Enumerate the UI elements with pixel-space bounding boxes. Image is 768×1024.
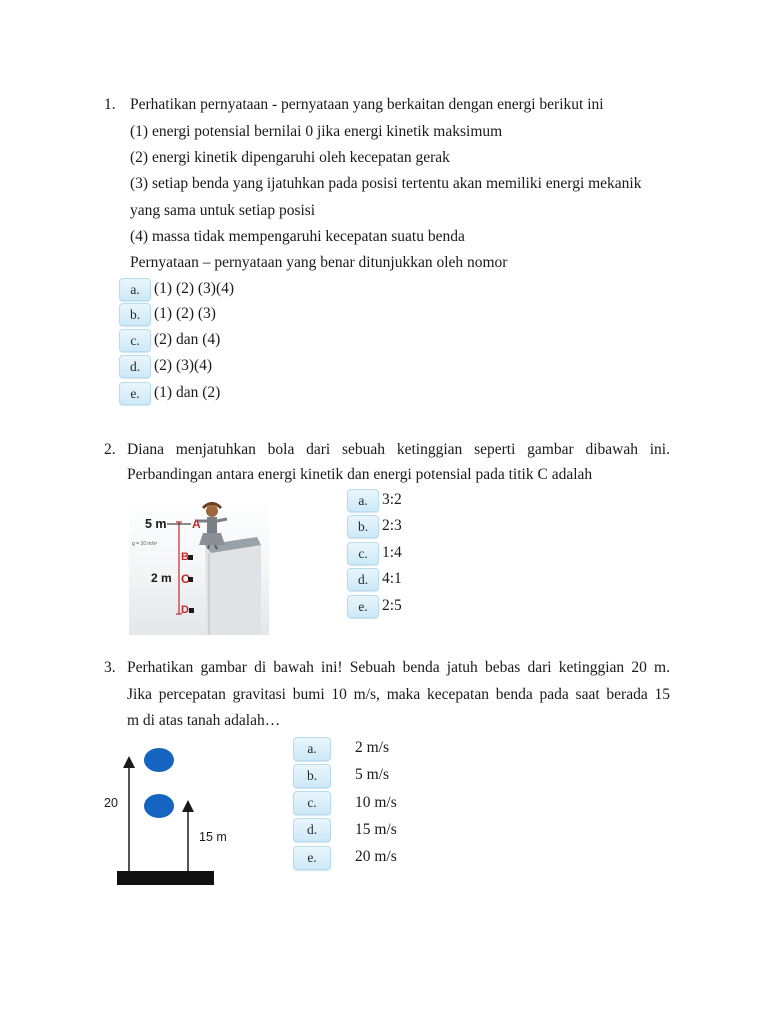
option-c-text: 10 m/s — [355, 794, 397, 811]
option-a-button[interactable]: a. — [347, 489, 379, 512]
option-c-button[interactable]: c. — [347, 542, 379, 565]
option-e-button[interactable]: e. — [119, 382, 151, 405]
option-e-text: 20 m/s — [355, 848, 397, 865]
option-a-text: (1) (2) (3)(4) — [154, 280, 235, 297]
option-d-text: (2) (3)(4) — [154, 357, 213, 374]
option-d-text: 4:1 — [382, 570, 402, 587]
question-number: 3. — [104, 659, 116, 676]
option-d-button[interactable]: d. — [119, 355, 151, 378]
option-e-text: (1) dan (2) — [154, 384, 221, 401]
option-b-button[interactable]: b. — [293, 764, 331, 788]
option-b-text: 2:3 — [382, 517, 402, 534]
option-d-button[interactable]: d. — [347, 568, 379, 591]
option-e-button[interactable]: e. — [293, 846, 331, 870]
ground — [117, 871, 214, 885]
statement-1: (1) energi potensial bernilai 0 jika energi kinetik maksimum — [130, 123, 503, 140]
question-prompt: Pernyataan – pernyataan yang benar ditunjukkan oleh nomor — [130, 254, 508, 271]
question-stem: Perhatikan gambar di bawah ini! Sebuah benda jatuh bebas dari ketinggian 20 m. — [127, 659, 670, 676]
option-b-text: 5 m/s — [355, 766, 390, 783]
question-number: 1. — [104, 96, 116, 113]
option-c-text: 1:4 — [382, 544, 402, 561]
statement-3-continued: yang sama untuk setiap posisi — [130, 202, 316, 219]
free-fall-figure — [100, 740, 230, 890]
point-c-label: C — [181, 572, 190, 586]
question-stem-line-2: Jika percepatan gravitasi bumi 10 m/s, maka kecepatan benda pada saat berada 15 — [127, 686, 670, 703]
question-stem: Perhatikan pernyataan - pernyataan yang berkaitan dengan energi berikut ini — [130, 96, 604, 113]
option-e-button[interactable]: e. — [347, 595, 379, 618]
height-20-label: 20 — [104, 796, 118, 810]
statement-3: (3) setiap benda yang ijatuhkan pada posisi tertentu akan memiliki energi mekanik — [130, 175, 642, 192]
option-b-button[interactable]: b. — [119, 303, 151, 326]
option-c-button[interactable]: c. — [119, 329, 151, 352]
cliff-figure — [129, 499, 269, 635]
ball-top — [144, 748, 174, 772]
option-a-text: 2 m/s — [355, 739, 390, 756]
question-stem-line-3: m di atas tanah adalah… — [127, 712, 281, 729]
option-c-button[interactable]: c. — [293, 791, 331, 815]
option-d-text: 15 m/s — [355, 821, 397, 838]
option-b-button[interactable]: b. — [347, 515, 379, 538]
option-b-text: (1) (2) (3) — [154, 305, 216, 322]
question-prompt: Perbandingan antara energi kinetik dan energi potensial pada titik C adalah — [127, 466, 593, 483]
option-d-button[interactable]: d. — [293, 818, 331, 842]
point-b-label: B — [181, 551, 189, 563]
ball-middle — [144, 794, 174, 818]
option-c-text: (2) dan (4) — [154, 331, 221, 348]
statement-2: (2) energi kinetik dipengaruhi oleh kecepatan gerak — [130, 149, 450, 166]
option-a-text: 3:2 — [382, 491, 402, 508]
height-5m-label: 5 m — [145, 517, 167, 531]
height-15m-label: 15 m — [199, 830, 227, 844]
question-stem: Diana menjatuhkan bola dari sebuah ketinggian seperti gambar dibawah ini. — [127, 441, 670, 458]
option-a-button[interactable]: a. — [119, 278, 151, 301]
option-a-button[interactable]: a. — [293, 737, 331, 761]
point-d-label: D — [181, 604, 189, 616]
free-fall-illustration — [100, 740, 230, 890]
question-number: 2. — [104, 441, 116, 458]
height-2m-label: 2 m — [151, 571, 172, 585]
point-a-label: A — [192, 517, 201, 531]
statement-4: (4) massa tidak mempengaruhi kecepatan suatu benda — [130, 228, 465, 245]
option-e-text: 2:5 — [382, 597, 402, 614]
gravity-label: g = 10 m/s² — [132, 541, 158, 547]
